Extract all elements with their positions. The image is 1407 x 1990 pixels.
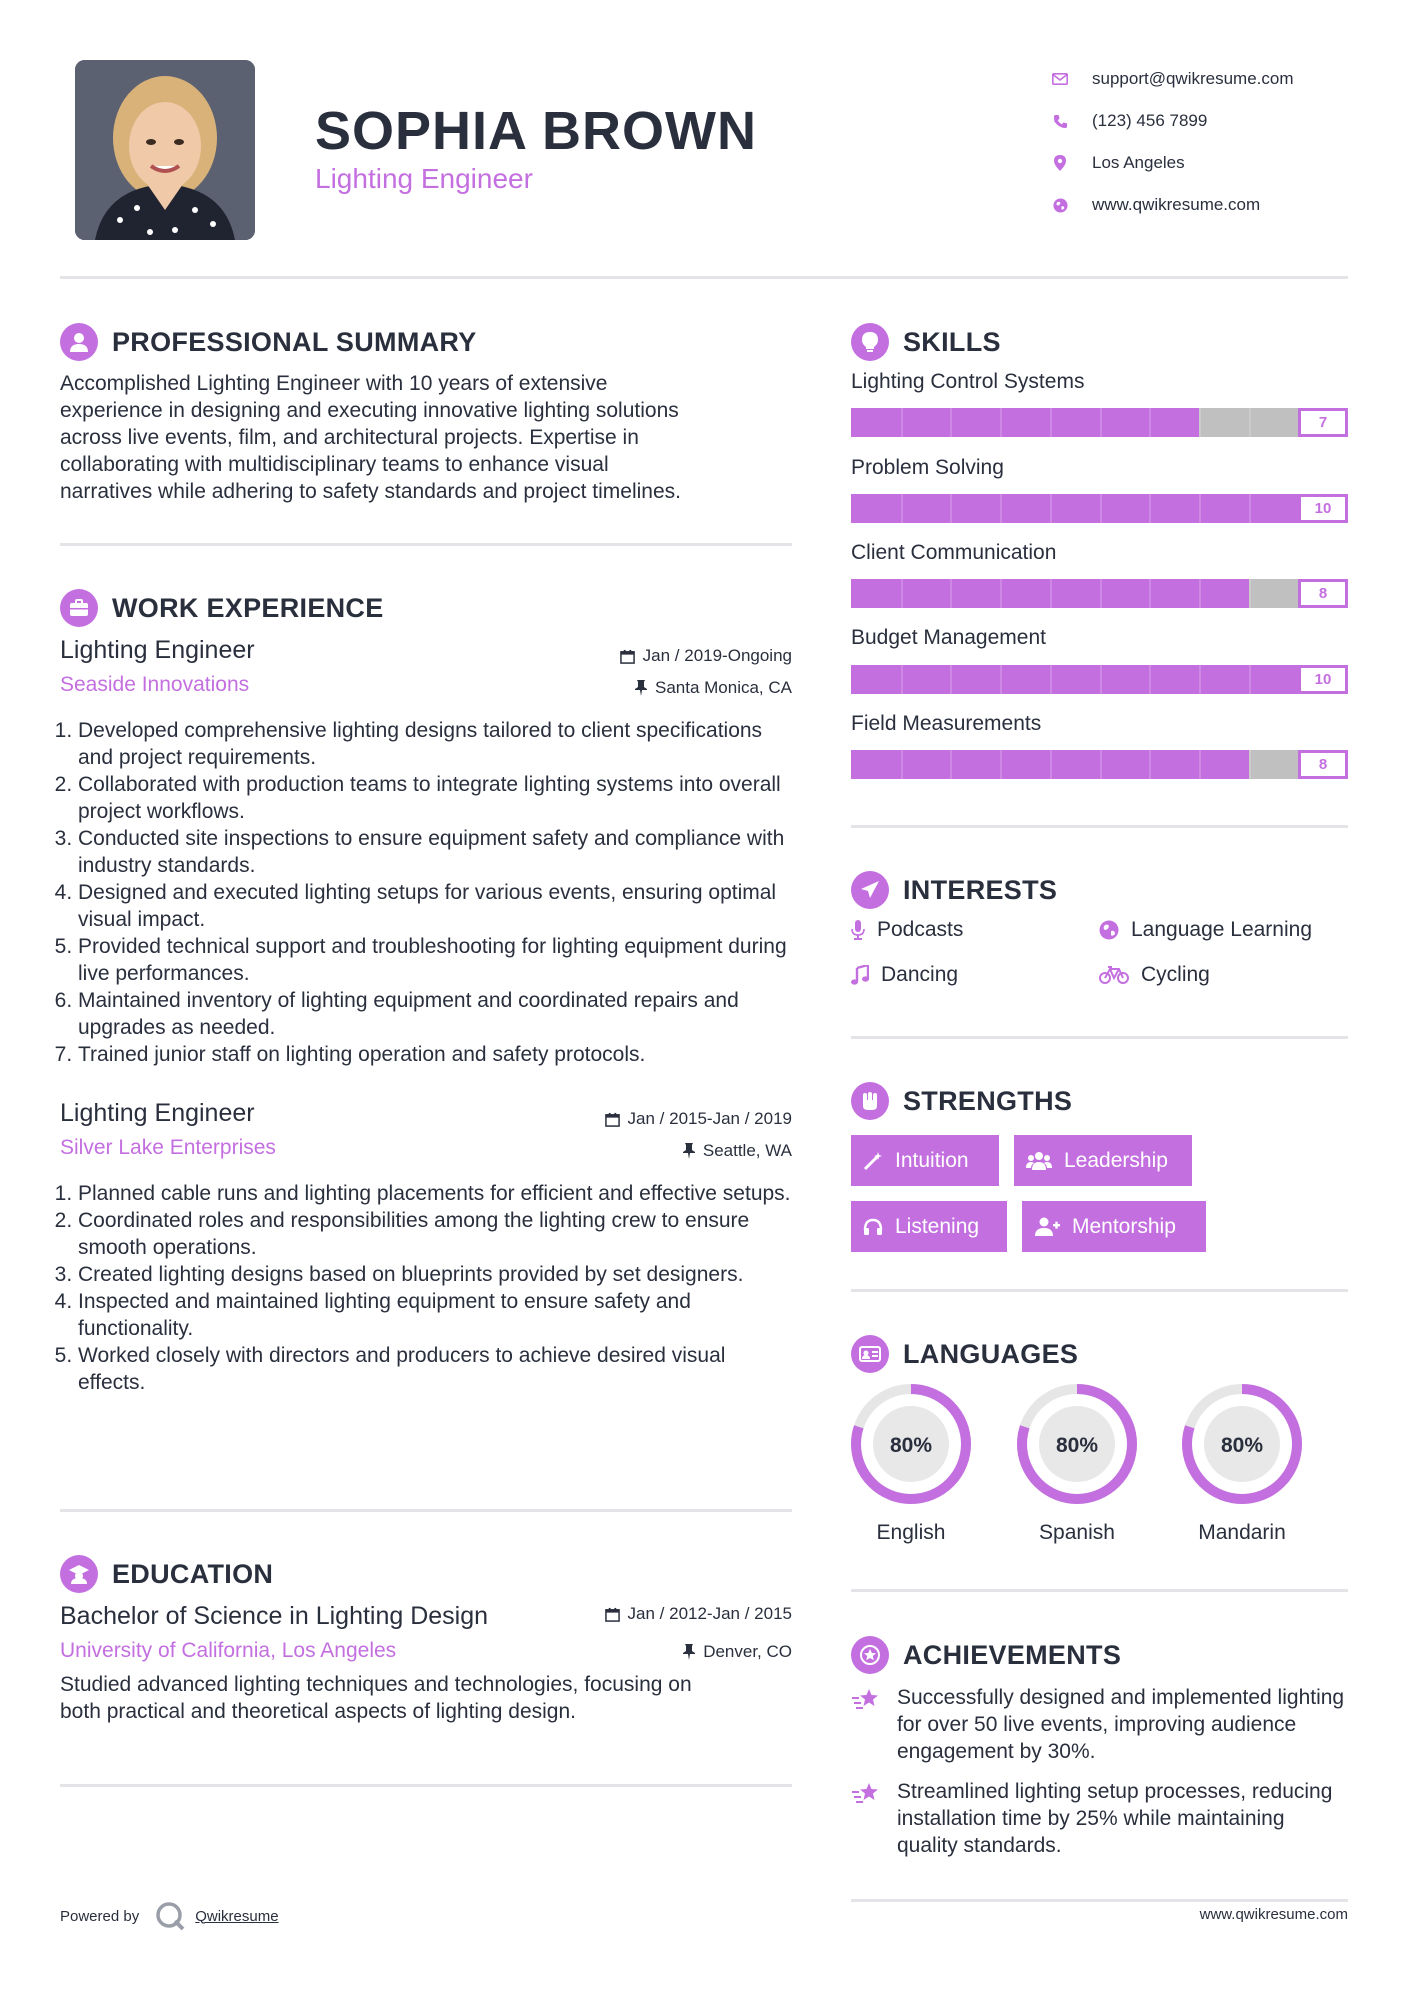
skill-level: 8 bbox=[1298, 750, 1348, 779]
skill-bar-segment bbox=[1149, 579, 1151, 608]
strength-chip: Intuition bbox=[851, 1135, 999, 1186]
list-item: 7. Trained junior staff on lighting operation and safety protocols. bbox=[78, 1041, 792, 1068]
contact-website[interactable] bbox=[1050, 184, 1350, 226]
skill-bar-segment bbox=[1000, 408, 1002, 437]
language-name: Spanish bbox=[1039, 1521, 1115, 1544]
skill-level: 7 bbox=[1298, 408, 1348, 437]
strengths-divider bbox=[851, 1289, 1348, 1292]
skill-bar-segment bbox=[1000, 494, 1002, 523]
education-heading: EDUCATION bbox=[60, 1555, 273, 1593]
education-description: Studied advanced lighting techniques and technologies, focusing on both practical and theoretical aspects of lighting design. bbox=[60, 1673, 692, 1723]
achievements-divider bbox=[851, 1899, 1348, 1902]
experience-heading: WORK EXPERIENCE bbox=[60, 589, 384, 627]
language-item bbox=[849, 1382, 973, 1545]
list-item: 6. Maintained inventory of lighting equipment and coordinated repairs and upgrades as needed. bbox=[78, 987, 792, 1041]
skill-bar-segment bbox=[1149, 665, 1151, 694]
list-item: 4. Designed and executed lighting setups for various events, ensuring optimal visual impact. bbox=[78, 879, 792, 933]
contact-phone[interactable] bbox=[1050, 100, 1350, 142]
skill-level: 8 bbox=[1298, 579, 1348, 608]
list-item: 2. Collaborated with production teams to integrate lighting systems into overall project workflows. bbox=[78, 771, 792, 825]
candidate-title: Lighting Engineer bbox=[315, 163, 533, 194]
paper-plane-icon bbox=[851, 871, 889, 909]
fist-icon bbox=[851, 1082, 889, 1120]
skill-bar bbox=[851, 494, 1348, 523]
summary-text: Accomplished Lighting Engineer with 10 years of extensive experience in designing and executing innovative lighting solutions across live events, film, and architectural projects. Expertise in collaborating with multidisciplinary teams to enhance visual narratives while adhering to safety standards and project timelines. bbox=[60, 372, 681, 503]
contact-email[interactable] bbox=[1050, 58, 1350, 100]
list-item: 5. Provided technical support and troubleshooting for lighting equipment during live performances. bbox=[78, 933, 792, 987]
list-item: 5. Worked closely with directors and producers to achieve desired visual effects. bbox=[78, 1342, 792, 1396]
list-item: 3. Conducted site inspections to ensure equipment safety and compliance with industry standards. bbox=[78, 825, 792, 879]
skill-bar-segment bbox=[950, 494, 952, 523]
skill-bar-segment bbox=[1199, 750, 1201, 779]
magic-wand-icon bbox=[863, 1151, 883, 1171]
skill-bar-segment bbox=[1199, 579, 1201, 608]
company-name: Silver Lake Enterprises bbox=[60, 1136, 276, 1159]
skill-bar-segment bbox=[1199, 408, 1201, 437]
job-dates: Jan / 2015-Jan / 2019 bbox=[605, 1109, 792, 1129]
languages-divider bbox=[851, 1589, 1348, 1592]
footer-website-link[interactable]: www.qwikresume.com bbox=[1199, 1906, 1348, 1923]
user-plus-icon bbox=[1034, 1217, 1060, 1237]
language-item bbox=[1180, 1382, 1304, 1545]
location-text: Los Angeles bbox=[1092, 153, 1185, 172]
job-title: Lighting Engineer bbox=[60, 636, 255, 664]
candidate-name: SOPHIA BROWN bbox=[315, 101, 757, 161]
skill-label: Client Communication bbox=[851, 541, 1057, 564]
skill-bar-segment bbox=[1249, 579, 1251, 608]
skill-bar-segment bbox=[901, 665, 903, 694]
contact-list bbox=[1050, 58, 1350, 226]
job-title: Lighting Engineer bbox=[60, 1099, 255, 1127]
interests-divider bbox=[851, 1036, 1348, 1039]
calendar-icon bbox=[605, 1607, 620, 1622]
language-ring bbox=[849, 1382, 973, 1506]
language-name: Mandarin bbox=[1198, 1521, 1286, 1544]
job-dates: Jan / 2019-Ongoing bbox=[620, 646, 792, 666]
calendar-icon bbox=[605, 1112, 620, 1127]
profile-photo bbox=[75, 60, 255, 240]
language-percent: 80% bbox=[889, 1434, 933, 1457]
pushpin-icon bbox=[683, 1143, 695, 1159]
headphones-icon bbox=[863, 1218, 883, 1236]
id-card-icon bbox=[851, 1335, 889, 1373]
language-ring bbox=[1180, 1382, 1304, 1506]
skill-level: 10 bbox=[1298, 665, 1348, 694]
pushpin-icon bbox=[683, 1644, 695, 1660]
job-location: Seattle, WA bbox=[683, 1141, 792, 1161]
skill-label: Field Measurements bbox=[851, 712, 1042, 735]
skill-level: 10 bbox=[1298, 494, 1348, 523]
skills-divider bbox=[851, 825, 1348, 828]
contact-location bbox=[1050, 142, 1350, 184]
strength-chip: Listening bbox=[851, 1201, 1007, 1252]
interest-item: Language Learning bbox=[1099, 918, 1312, 942]
skill-bar-segment bbox=[1100, 408, 1102, 437]
job-entry-1 bbox=[60, 636, 792, 697]
skill-bar-segment bbox=[1100, 665, 1102, 694]
school-name: University of California, Los Angeles bbox=[60, 1639, 397, 1662]
award-icon bbox=[851, 1636, 889, 1674]
skill-bar-segment bbox=[1249, 494, 1251, 523]
envelope-icon bbox=[1050, 69, 1070, 89]
skill-bar-segment bbox=[901, 579, 903, 608]
skill-bar-segment bbox=[1149, 408, 1151, 437]
skill-bar-segment bbox=[950, 408, 952, 437]
skill-bar-segment bbox=[950, 665, 952, 694]
summary-heading: PROFESSIONAL SUMMARY bbox=[60, 323, 477, 361]
list-item: 1. Developed comprehensive lighting designs tailored to client specifications and project requirements. bbox=[78, 717, 792, 771]
skill-bar-segment bbox=[1149, 750, 1151, 779]
skill-bar-segment bbox=[1199, 665, 1201, 694]
skill-bar-segment bbox=[1050, 750, 1052, 779]
achievements-heading: ACHIEVEMENTS bbox=[851, 1636, 1121, 1674]
strength-chip: Mentorship bbox=[1022, 1201, 1206, 1252]
education-dates: Jan / 2012-Jan / 2015 bbox=[605, 1604, 792, 1624]
skill-label: Budget Management bbox=[851, 626, 1046, 649]
skill-bar-segment bbox=[1000, 579, 1002, 608]
footer-powered-by: Powered by Qwikresume bbox=[60, 1899, 279, 1933]
language-ring bbox=[1015, 1382, 1139, 1506]
degree-title: Bachelor of Science in Lighting Design bbox=[60, 1602, 489, 1630]
qwikresume-logo-icon bbox=[153, 1899, 187, 1933]
skill-label: Problem Solving bbox=[851, 456, 1004, 479]
list-item: 3. Created lighting designs based on blueprints provided by set designers. bbox=[78, 1261, 792, 1288]
phone-icon bbox=[1050, 111, 1070, 131]
qwikresume-link[interactable]: Qwikresume bbox=[195, 1907, 279, 1925]
skill-bar-segment bbox=[1100, 579, 1102, 608]
shooting-star-icon bbox=[851, 1780, 883, 1806]
job-2-duties bbox=[60, 1180, 792, 1396]
interest-item: Dancing bbox=[851, 963, 958, 987]
languages-heading: LANGUAGES bbox=[851, 1335, 1078, 1373]
calendar-icon bbox=[620, 649, 635, 664]
skill-label: Lighting Control Systems bbox=[851, 370, 1085, 393]
skill-bar-fill bbox=[851, 408, 1199, 437]
skill-bar-segment bbox=[1050, 494, 1052, 523]
skill-bar-segment bbox=[1050, 408, 1052, 437]
skills-heading: SKILLS bbox=[851, 323, 1001, 361]
achievement-item: Successfully designed and implemented lighting for over 50 live events, improving audience engagement by 30%. bbox=[851, 1684, 1351, 1765]
email-text: support@qwikresume.com bbox=[1092, 69, 1294, 88]
experience-divider bbox=[60, 1509, 792, 1512]
user-icon bbox=[60, 323, 98, 361]
list-item: 2. Coordinated roles and responsibilities among the lighting crew to ensure smooth operations. bbox=[78, 1207, 792, 1261]
skill-bar-segment bbox=[950, 750, 952, 779]
language-item bbox=[1015, 1382, 1139, 1545]
skill-bar-segment bbox=[1249, 750, 1251, 779]
job-1-duties bbox=[60, 717, 792, 1068]
strength-chip: Leadership bbox=[1014, 1135, 1192, 1186]
achievement-item: Streamlined lighting setup processes, reducing installation time by 25% while maintaining quality standards. bbox=[851, 1778, 1351, 1859]
education-divider bbox=[60, 1784, 792, 1787]
bicycle-icon bbox=[1099, 966, 1129, 984]
skill-bar-segment bbox=[1149, 494, 1151, 523]
shooting-star-icon bbox=[851, 1686, 883, 1712]
language-percent: 80% bbox=[1055, 1434, 1099, 1457]
company-name: Seaside Innovations bbox=[60, 673, 250, 696]
group-icon bbox=[1026, 1151, 1052, 1171]
briefcase-icon bbox=[60, 589, 98, 627]
skill-bar-segment bbox=[1050, 665, 1052, 694]
skill-bar-segment bbox=[1100, 494, 1102, 523]
skill-bar-segment bbox=[1249, 408, 1251, 437]
list-item: 4. Inspected and maintained lighting equipment to ensure safety and functionality. bbox=[78, 1288, 792, 1342]
skill-bar-segment bbox=[901, 494, 903, 523]
language-percent: 80% bbox=[1220, 1434, 1264, 1457]
skill-bar-segment bbox=[901, 408, 903, 437]
skill-bar bbox=[851, 665, 1348, 694]
skill-bar-segment bbox=[1000, 665, 1002, 694]
job-entry-2 bbox=[60, 1099, 792, 1160]
education-entry bbox=[60, 1602, 792, 1725]
skill-bar-segment bbox=[1050, 579, 1052, 608]
strengths-heading: STRENGTHS bbox=[851, 1082, 1072, 1120]
language-name: English bbox=[876, 1521, 946, 1544]
pushpin-icon bbox=[635, 680, 647, 696]
graduate-icon bbox=[60, 1555, 98, 1593]
microphone-icon bbox=[851, 920, 865, 940]
globe-icon bbox=[1099, 920, 1119, 940]
website-text: www.qwikresume.com bbox=[1092, 195, 1261, 214]
skill-bar-segment bbox=[950, 579, 952, 608]
summary-divider bbox=[60, 543, 792, 546]
skill-bar-segment bbox=[1249, 665, 1251, 694]
interests-heading: INTERESTS bbox=[851, 871, 1057, 909]
phone-text: (123) 456 7899 bbox=[1092, 111, 1208, 130]
skill-bar bbox=[851, 408, 1348, 437]
skill-bar-segment bbox=[901, 750, 903, 779]
interest-item: Podcasts bbox=[851, 918, 963, 942]
lightbulb-icon bbox=[851, 323, 889, 361]
skill-bar-segment bbox=[1199, 494, 1201, 523]
skill-bar bbox=[851, 750, 1348, 779]
skill-bar-segment bbox=[1100, 750, 1102, 779]
interest-item: Cycling bbox=[1099, 963, 1210, 987]
job-location: Santa Monica, CA bbox=[635, 678, 792, 698]
globe-icon bbox=[1050, 195, 1070, 215]
education-location: Denver, CO bbox=[683, 1642, 792, 1662]
header-divider bbox=[60, 276, 1348, 279]
map-pin-icon bbox=[1050, 153, 1070, 173]
music-icon bbox=[851, 965, 869, 985]
skill-bar-segment bbox=[1000, 750, 1002, 779]
skill-bar bbox=[851, 579, 1348, 608]
list-item: 1. Planned cable runs and lighting placements for efficient and effective setups. bbox=[78, 1180, 792, 1207]
